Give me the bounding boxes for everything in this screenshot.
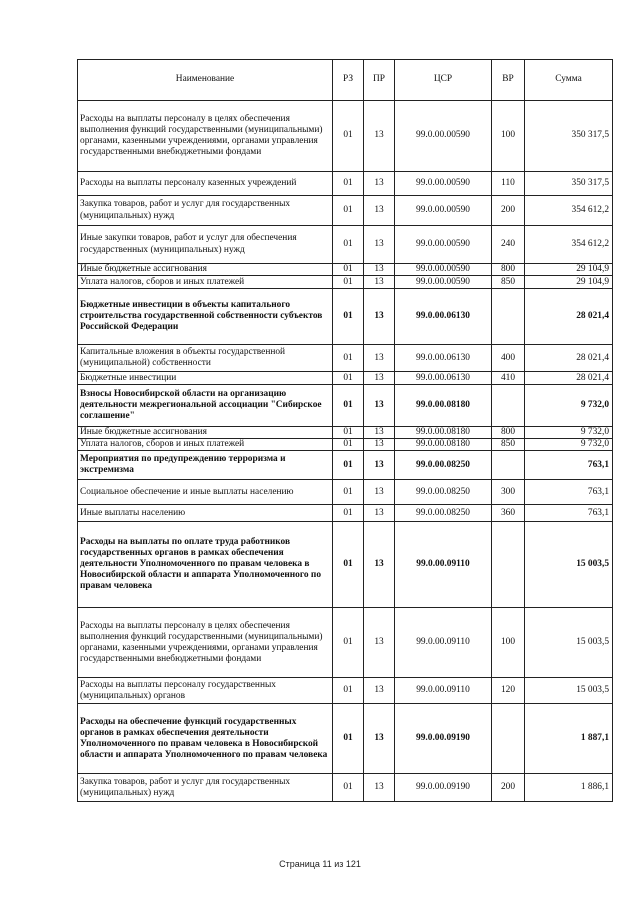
row-csr: 99.0.00.09190 [395,774,492,802]
row-rz: 01 [333,385,364,427]
row-sum: 28 021,4 [525,372,613,385]
row-vr: 300 [492,480,525,505]
table-row [78,439,613,451]
table-row [78,345,613,372]
row-vr: 120 [492,678,525,704]
row-sum: 354 612,2 [525,226,613,264]
row-vr: 200 [492,774,525,802]
row-rz: 01 [333,480,364,505]
row-name: Иные выплаты населению [78,505,333,522]
row-vr: 100 [492,101,525,172]
row-pr: 13 [364,678,395,704]
row-pr: 13 [364,439,395,451]
row-pr: 13 [364,172,395,196]
row-rz: 01 [333,372,364,385]
table-row [78,678,613,704]
row-sum: 28 021,4 [525,289,613,345]
row-vr [492,289,525,345]
row-vr: 360 [492,505,525,522]
row-name: Расходы на обеспечение функций государственных органов в рамках обеспечения деятельности Уполномоченного по правам человека в Новосибирской области и аппарата Уполномоченного по правам человека [78,704,333,774]
row-sum: 9 732,0 [525,439,613,451]
header-row [78,60,613,101]
table-row [78,196,613,226]
row-name: Капитальные вложения в объекты государственной (муниципальной) собственности [78,345,333,372]
table-row [78,505,613,522]
row-pr: 13 [364,522,395,608]
row-rz: 01 [333,774,364,802]
row-csr: 99.0.00.08180 [395,385,492,427]
row-rz: 01 [333,276,364,289]
row-rz: 01 [333,608,364,678]
row-csr: 99.0.00.00590 [395,101,492,172]
table-row [78,276,613,289]
row-pr: 13 [364,372,395,385]
row-rz: 01 [333,264,364,276]
table-row [78,264,613,276]
row-rz: 01 [333,427,364,439]
row-sum: 350 317,5 [525,172,613,196]
row-csr: 99.0.00.08250 [395,480,492,505]
table-row [78,172,613,196]
header-name: Наименование [78,60,333,101]
row-pr: 13 [364,774,395,802]
row-pr: 13 [364,345,395,372]
row-name: Социальное обеспечение и иные выплаты населению [78,480,333,505]
row-rz: 01 [333,522,364,608]
row-sum: 350 317,5 [525,101,613,172]
table-row [78,427,613,439]
row-rz: 01 [333,345,364,372]
row-vr [492,704,525,774]
row-pr: 13 [364,608,395,678]
table-row [78,372,613,385]
row-pr: 13 [364,451,395,480]
row-sum: 763,1 [525,480,613,505]
row-rz: 01 [333,289,364,345]
row-sum: 29 104,9 [525,276,613,289]
row-sum: 354 612,2 [525,196,613,226]
row-pr: 13 [364,704,395,774]
row-vr: 200 [492,196,525,226]
row-pr: 13 [364,385,395,427]
row-csr: 99.0.00.08180 [395,427,492,439]
row-rz: 01 [333,678,364,704]
row-name: Расходы на выплаты персоналу в целях обеспечения выполнения функций государственными (муниципальными) органами, казенными учреждениями, органами управления государственными внебюджетными фондами [78,101,333,172]
row-rz: 01 [333,226,364,264]
row-csr: 99.0.00.00590 [395,264,492,276]
row-name: Бюджетные инвестиции в объекты капитального строительства государственной собственности субъектов Российской Федерации [78,289,333,345]
header-csr: ЦСР [395,60,492,101]
row-csr: 99.0.00.00590 [395,226,492,264]
row-sum: 15 003,5 [525,522,613,608]
row-rz: 01 [333,439,364,451]
row-rz: 01 [333,451,364,480]
table-row [78,704,613,774]
row-name: Закупка товаров, работ и услуг для государственных (муниципальных) нужд [78,196,333,226]
header-pr: ПР [364,60,395,101]
table-row [78,385,613,427]
row-pr: 13 [364,427,395,439]
row-csr: 99.0.00.08250 [395,451,492,480]
row-csr: 99.0.00.06130 [395,372,492,385]
row-sum: 763,1 [525,451,613,480]
row-name: Уплата налогов, сборов и иных платежей [78,276,333,289]
row-sum: 9 732,0 [525,385,613,427]
table-row [78,451,613,480]
header-vr: ВР [492,60,525,101]
row-csr: 99.0.00.09190 [395,704,492,774]
row-sum: 1 887,1 [525,704,613,774]
row-csr: 99.0.00.09110 [395,608,492,678]
row-vr: 110 [492,172,525,196]
row-sum: 9 732,0 [525,427,613,439]
row-csr: 99.0.00.00590 [395,196,492,226]
row-pr: 13 [364,101,395,172]
row-sum: 1 886,1 [525,774,613,802]
row-vr: 800 [492,264,525,276]
row-pr: 13 [364,505,395,522]
row-name: Расходы на выплаты по оплате труда работников государственных органов в рамках обеспечения деятельности Уполномоченного по правам человека в Новосибирской области и аппарата Уполномоченного по правам человека [78,522,333,608]
row-pr: 13 [364,226,395,264]
row-name: Расходы на выплаты персоналу государственных (муниципальных) органов [78,678,333,704]
row-name: Иные бюджетные ассигнования [78,427,333,439]
table-row [78,522,613,608]
row-vr: 850 [492,439,525,451]
row-vr: 400 [492,345,525,372]
row-name: Взносы Новосибирской области на организацию деятельности межрегиональной ассоциации "Сибирское соглашение" [78,385,333,427]
row-rz: 01 [333,704,364,774]
row-name: Расходы на выплаты персоналу казенных учреждений [78,172,333,196]
row-name: Бюджетные инвестиции [78,372,333,385]
row-name: Иные бюджетные ассигнования [78,264,333,276]
row-vr [492,522,525,608]
page-number: Страница 11 из 121 [279,859,361,869]
row-pr: 13 [364,264,395,276]
table-row [78,608,613,678]
row-rz: 01 [333,505,364,522]
row-csr: 99.0.00.06130 [395,345,492,372]
row-pr: 13 [364,480,395,505]
row-pr: 13 [364,276,395,289]
row-rz: 01 [333,196,364,226]
row-vr [492,451,525,480]
row-rz: 01 [333,101,364,172]
row-name: Иные закупки товаров, работ и услуг для обеспечения государственных (муниципальных) нужд [78,226,333,264]
header-sum: Сумма [525,60,613,101]
row-vr [492,385,525,427]
row-csr: 99.0.00.09110 [395,522,492,608]
row-vr: 100 [492,608,525,678]
row-csr: 99.0.00.08250 [395,505,492,522]
table-row [78,289,613,345]
row-sum: 15 003,5 [525,678,613,704]
row-csr: 99.0.00.08180 [395,439,492,451]
row-sum: 15 003,5 [525,608,613,678]
row-name: Расходы на выплаты персоналу в целях обеспечения выполнения функций государственными (муниципальными) органами, казенными учреждениями, органами управления государственными внебюджетными фондами [78,608,333,678]
header-rz: РЗ [333,60,364,101]
row-pr: 13 [364,289,395,345]
table-row [78,774,613,802]
row-vr: 850 [492,276,525,289]
row-csr: 99.0.00.09110 [395,678,492,704]
table-row [78,101,613,172]
row-csr: 99.0.00.00590 [395,276,492,289]
row-vr: 800 [492,427,525,439]
row-name: Мероприятия по предупреждению терроризма и экстремизма [78,451,333,480]
row-csr: 99.0.00.00590 [395,172,492,196]
row-csr: 99.0.00.06130 [395,289,492,345]
table-row [78,226,613,264]
row-sum: 763,1 [525,505,613,522]
row-name: Уплата налогов, сборов и иных платежей [78,439,333,451]
row-pr: 13 [364,196,395,226]
row-sum: 29 104,9 [525,264,613,276]
row-rz: 01 [333,172,364,196]
row-vr: 410 [492,372,525,385]
row-sum: 28 021,4 [525,345,613,372]
budget-table [77,59,613,802]
table-row [78,480,613,505]
row-vr: 240 [492,226,525,264]
row-name: Закупка товаров, работ и услуг для государственных (муниципальных) нужд [78,774,333,802]
